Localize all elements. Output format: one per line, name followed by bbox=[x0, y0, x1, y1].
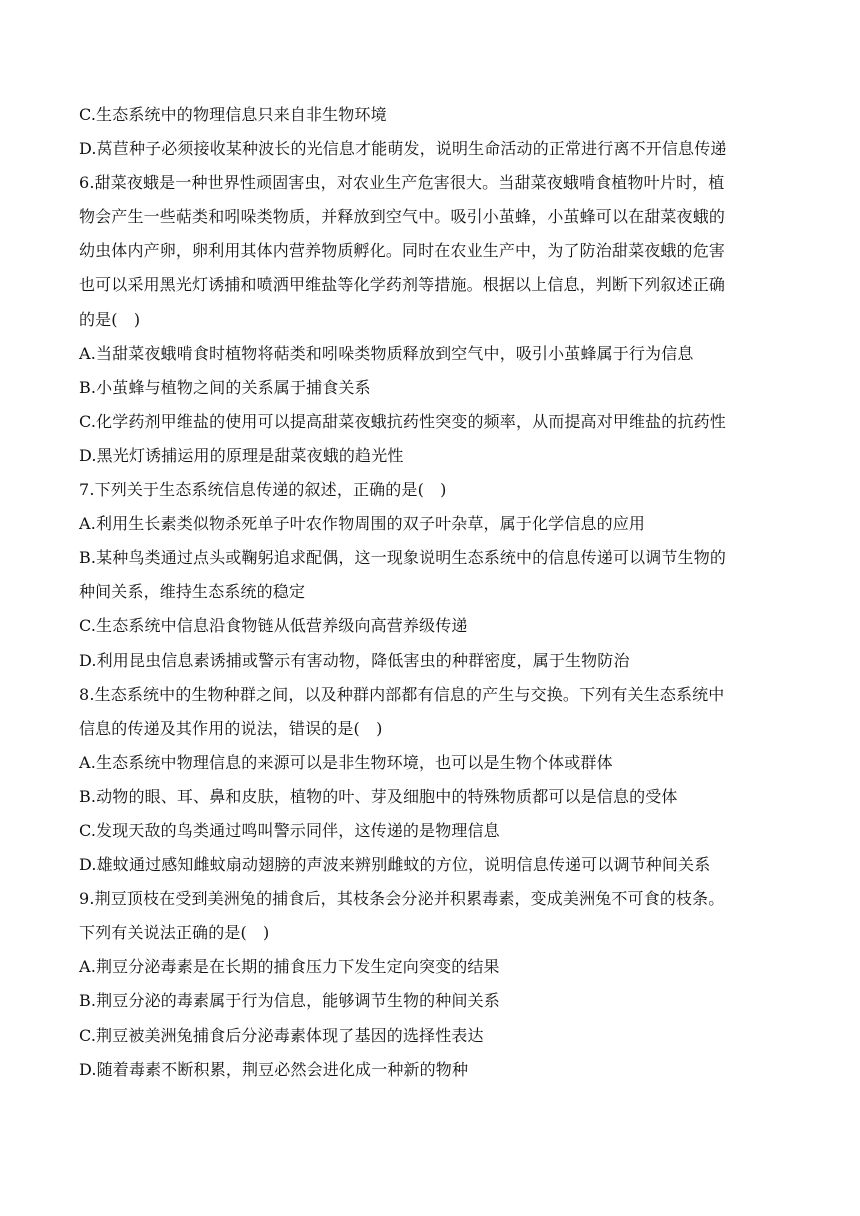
question-9-stem-cont: 下列有关说法正确的是( ) bbox=[79, 923, 270, 943]
option-7b-cont: 种间关系，维持生态系统的稳定 bbox=[79, 582, 306, 602]
question-8-stem-cont: 信息的传递及其作用的说法，错误的是( ) bbox=[79, 718, 383, 738]
option-9d: D.随着毒素不断积累，荆豆必然会进化成一种新的物种 bbox=[79, 1059, 469, 1079]
option-7a: A.利用生长素类似物杀死单子叶农作物周围的双子叶杂草，属于化学信息的应用 bbox=[79, 514, 646, 534]
question-6-stem-cont: 幼虫体内产卵，卵利用其体内营养物质孵化。同时在农业生产中，为了防治甜菜夜蛾的危害 bbox=[79, 241, 726, 261]
option-6c: C.化学药剂甲维盐的使用可以提高甜菜夜蛾抗药性突变的频率，从而提高对甲维盐的抗药性 bbox=[79, 411, 726, 431]
option-6b: B.小茧蜂与植物之间的关系属于捕食关系 bbox=[79, 377, 371, 397]
option-8c: C.发现天敌的鸟类通过鸣叫警示同伴，这传递的是物理信息 bbox=[79, 820, 500, 840]
option-7c: C.生态系统中信息沿食物链从低营养级向高营养级传递 bbox=[79, 616, 468, 636]
question-9-stem: 9.荆豆顶枝在受到美洲兔的捕食后，其枝条会分泌并积累毒素，变成美洲兔不可食的枝条。 bbox=[79, 889, 725, 909]
option-5d: D.莴苣种子必须接收某种波长的光信息才能萌发，说明生命活动的正常进行离不开信息传递 bbox=[79, 139, 727, 159]
question-6-stem-cont: 的是( ) bbox=[79, 309, 141, 329]
option-9b: B.荆豆分泌的毒素属于行为信息，能够调节生物的种间关系 bbox=[79, 991, 500, 1011]
option-5c: C.生态系统中的物理信息只来自非生物环境 bbox=[79, 105, 387, 124]
document-page bbox=[79, 98, 779, 1087]
option-7d: D.利用昆虫信息素诱捕或警示有害动物，降低害虫的种群密度，属于生物防治 bbox=[79, 650, 630, 670]
option-6d: D.黑光灯诱捕运用的原理是甜菜夜蛾的趋光性 bbox=[79, 445, 404, 465]
option-8d: D.雄蚊通过感知雌蚊扇动翅膀的声波来辨别雌蚊的方位，说明信息传递可以调节种间关系 bbox=[79, 855, 711, 875]
option-8b: B.动物的眼、耳、鼻和皮肤，植物的叶、芽及细胞中的特殊物质都可以是信息的受体 bbox=[79, 786, 678, 806]
option-6a: A.当甜菜夜蛾啃食时植物将萜类和吲哚类物质释放到空气中，吸引小茧蜂属于行为信息 bbox=[79, 343, 694, 363]
option-7b: B.某种鸟类通过点头或鞠躬追求配偶，这一现象说明生态系统中的信息传递可以调节生物的 bbox=[79, 548, 726, 568]
question-6-stem: 6.甜菜夜蛾是一种世界性顽固害虫，对农业生产危害很大。当甜菜夜蛾啃食植物叶片时，植 bbox=[79, 173, 725, 193]
question-7-stem: 7.下列关于生态系统信息传递的叙述，正确的是( ) bbox=[79, 480, 447, 500]
option-9c: C.荆豆被美洲兔捕食后分泌毒素体现了基因的选择性表达 bbox=[79, 1025, 484, 1045]
question-6-stem-cont: 物会产生一些萜类和吲哚类物质，并释放到空气中。吸引小茧蜂，小茧蜂可以在甜菜夜蛾的 bbox=[79, 207, 726, 227]
option-8a: A.生态系统中物理信息的来源可以是非生物环境，也可以是生物个体或群体 bbox=[79, 752, 613, 772]
option-9a: A.荆豆分泌毒素是在长期的捕食压力下发生定向突变的结果 bbox=[79, 957, 500, 977]
question-8-stem: 8.生态系统中的生物种群之间，以及种群内部都有信息的产生与交换。下列有关生态系统中 bbox=[79, 684, 725, 704]
question-6-stem-cont: 也可以采用黑光灯诱捕和喷洒甲维盐等化学药剂等措施。根据以上信息，判断下列叙述正确 bbox=[79, 275, 726, 295]
